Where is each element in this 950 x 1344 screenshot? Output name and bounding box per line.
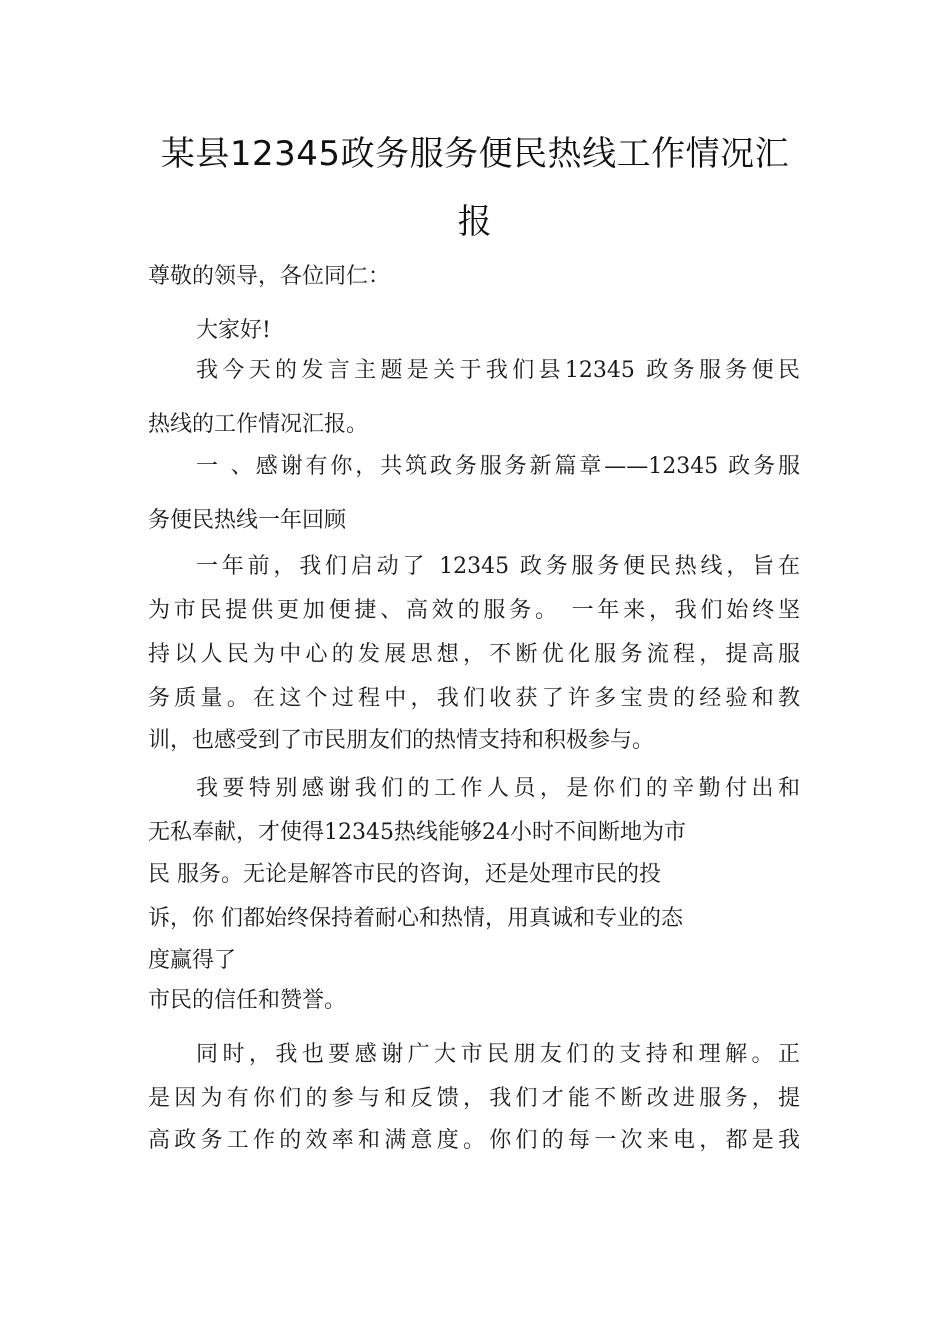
document-title-line-1: 某县12345政务服务便民热线工作情况汇 [160,134,790,174]
paragraph-line: 民 服务。无论是解答市民的咨询，还是处理市民的投 [148,862,661,887]
paragraph-line: 市民的信任和赞誉。 [148,988,347,1013]
paragraph-line: 度赢得了 [148,948,237,973]
paragraph-line: 同时，我也要感谢广大市民朋友们的支持和理解。正 [196,1042,800,1067]
paragraph-line: 热线的工作情况汇报。 [148,412,369,437]
paragraph-line: 为市民提供更加便捷、高效的服务。 一年来，我们始终坚 [148,598,800,623]
section-heading-line: 务便民热线一年回顾 [148,508,347,533]
paragraph-line: 务质量。在这个过程中，我们收获了许多宝贵的经验和教 [148,686,800,711]
paragraph-line: 诉，你 们都始终保持着耐心和热情，用真诚和专业的态 [148,906,683,931]
paragraph-line: 持以人民为中心的发展思想，不断优化服务流程，提高服 [148,642,800,667]
paragraph-line: 我要特别感谢我们的工作人员，是你们的辛勤付出和 [196,776,800,801]
paragraph-line: 高政务工作的效率和满意度。你们的每一次来电，都是我 [148,1128,800,1153]
greeting: 大家好! [196,318,271,343]
paragraph-line: 一年前，我们启动了 12345 政务服务便民热线，旨在 [196,554,800,579]
paragraph-line: 我今天的发言主题是关于我们县12345 政务服务便民 [196,358,800,383]
salutation: 尊敬的领导，各位同仁： [148,264,391,289]
document-title-line-2: 报 [457,202,493,242]
paragraph-line: 训，也感受到了市民朋友们的热情支持和积极参与。 [148,728,655,753]
section-heading-line: 一 、感谢有你，共筑政务服务新篇章——12345 政务服 [196,454,800,479]
paragraph-line: 无私奉献，才使得12345热线能够24小时不间断地为市 [148,820,686,845]
paragraph-line: 是因为有你们的参与和反馈，我们才能不断改进服务，提 [148,1086,800,1111]
